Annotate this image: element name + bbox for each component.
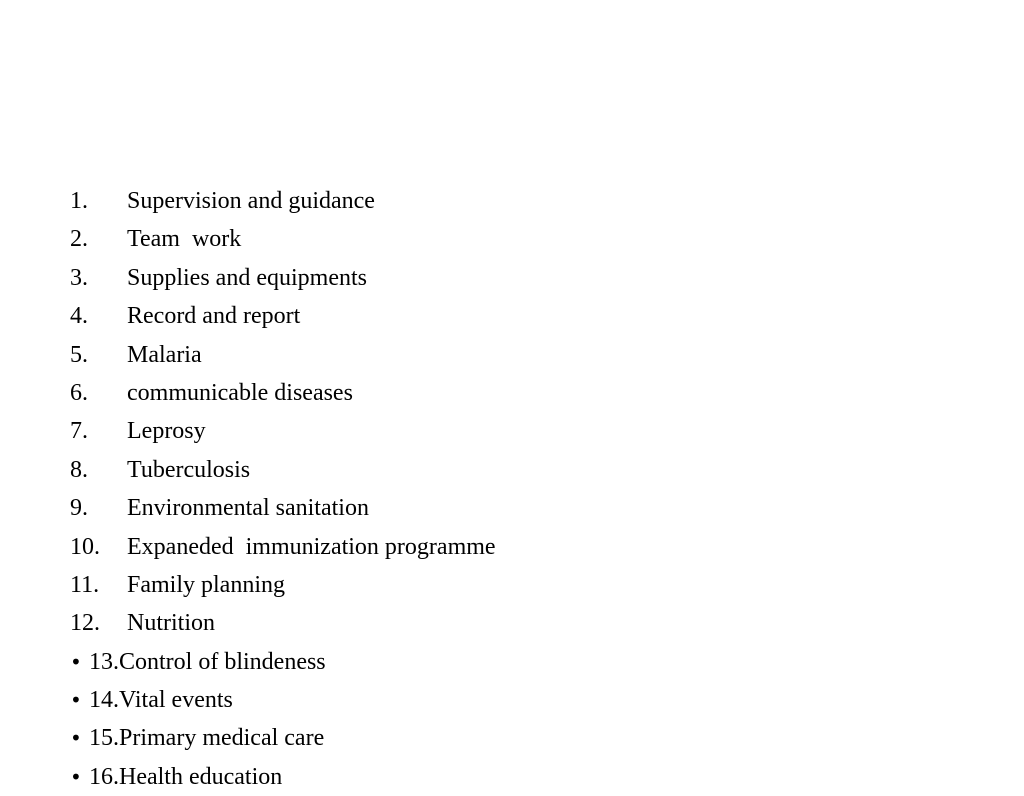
list-item [70,451,496,489]
item-text: Expaneded immunization programme [127,533,496,560]
item-text: Family planning [127,571,285,598]
item-text: 14.Vital events [89,687,233,714]
item-text: 13.Control of blindeness [89,648,326,675]
item-text: 15.Primary medical care [89,725,325,752]
item-number: 6. [70,379,88,406]
item-number: 4. [70,303,88,330]
bulleted-list-item [70,681,496,719]
item-text: Team work [127,226,242,253]
list-item [70,297,496,335]
bullet-icon: • [70,649,82,674]
bulleted-list-item [70,643,496,681]
list-item [70,528,496,566]
item-text: Environmental sanitation [127,495,369,522]
bullet-icon: • [70,688,82,713]
list-item [70,489,496,527]
list-item [70,412,496,450]
list-item [70,336,496,374]
bulleted-list-item [70,758,496,796]
item-text: 16.Health education [89,763,283,790]
list-item [70,220,496,258]
bullet-icon: • [70,764,82,789]
item-text: Malaria [127,341,202,368]
item-text: Supervision and guidance [127,188,375,214]
item-text: communicable diseases [127,379,353,406]
item-text: Nutrition [127,610,215,637]
item-number: 7. [70,418,88,445]
item-number: 1. [70,188,88,214]
item-number: 2. [70,226,88,253]
item-text: Leprosy [127,418,206,445]
item-number: 3. [70,264,88,291]
list-item [70,374,496,412]
list-item [70,259,496,297]
item-text: Tuberculosis [127,456,251,483]
item-number: 8. [70,456,88,483]
item-number: 9. [70,495,88,522]
list-item [70,566,496,604]
item-number: 10. [70,533,100,560]
item-number: 5. [70,341,88,368]
item-text: Record and report [127,303,301,330]
item-number: 12. [70,610,100,637]
list-item [70,182,496,220]
bulleted-list-item [70,719,496,757]
list-item [70,604,496,642]
item-text: Supplies and equipments [127,264,367,291]
activities-list [70,182,496,796]
bullet-icon: • [70,726,82,751]
item-number: 11. [70,571,100,598]
